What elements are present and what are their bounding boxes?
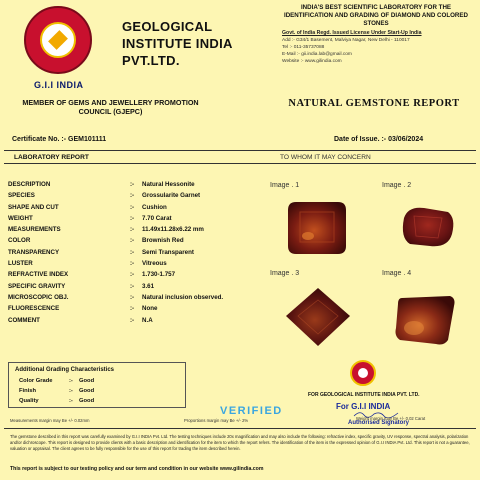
tagline: INDIA'S BEST SCIENTIFIC LABORATORY FOR THE IDENTIFICATION AND GRADING OF DIAMOND AND COLORED STONES xyxy=(283,4,468,27)
image-label-1: Image . 1 xyxy=(270,182,300,189)
gem-icon xyxy=(48,30,68,50)
signature-org: FOR GEOLOGICAL INSTITUTE INDIA PVT. LTD. xyxy=(308,392,420,398)
gem-photo-4 xyxy=(392,292,458,348)
detail-sep: :- xyxy=(130,181,135,188)
detail-key: SPECIFIC GRAVITY xyxy=(8,282,66,290)
detail-row xyxy=(8,180,268,191)
seal-center xyxy=(358,368,368,378)
detail-row xyxy=(8,203,268,214)
address-block xyxy=(282,37,478,65)
for-gii-label: For G.I.I INDIA xyxy=(336,402,391,411)
detail-value: Cushion xyxy=(142,203,167,211)
gem-photo-3 xyxy=(284,286,352,348)
detail-row xyxy=(8,259,268,270)
detail-sep: :- xyxy=(130,316,135,324)
detail-key: MEASUREMENTS xyxy=(8,226,61,234)
detail-row xyxy=(8,214,268,225)
gem-photo-2 xyxy=(398,204,456,250)
header xyxy=(0,0,480,130)
detail-sep: :- xyxy=(130,282,135,290)
detail-value: Natural Hessonite xyxy=(142,181,195,188)
certificate-bar xyxy=(0,132,480,148)
detail-key: TRANSPARENCY xyxy=(8,248,60,256)
grading-key: Color Grade xyxy=(19,378,53,384)
grading-key: Finish xyxy=(19,388,37,394)
policy-text: This report is subject to our testing policy and our term and condition in our website www.gilindia.com xyxy=(10,466,264,472)
membership-text: MEMBER OF GEMS AND JEWELLERY PROMOTION COUNCIL (GJEPC) xyxy=(22,98,199,116)
disclaimer-text: The gemstone described in this report was carefully examined by G.I.I INDIA Pvt. Ltd. The testing techniques include 20x magnification and may also include the following: refractive index, specific gravity, UV response, spectral analysis, polarization and/or dichroscope. This report is designed to provide clients with a basic description and identification for the item to which the report refers. The identification of the item is the expressed opinion of G.I.I INDIA Pvt. Ltd. This report is not a guarantee, valuation or appraisal. The client agrees to be fully responsible for the use of this report for trading the item described herein. xyxy=(10,434,470,451)
detail-sep: :- xyxy=(130,293,135,301)
detail-key: DESCRIPTION xyxy=(8,181,51,188)
detail-sep: :- xyxy=(130,226,135,234)
weight-margin: Weight margin may Be +/- 0.02 Carat xyxy=(356,416,426,421)
grading-value: Good xyxy=(79,378,95,384)
detail-value: None xyxy=(142,305,158,313)
detail-row xyxy=(8,191,268,202)
certificate-number-label: Certificate No. :- xyxy=(12,136,67,143)
website-line: Website :- www.gilindia.com xyxy=(282,59,342,64)
certificate-number-value: GEM101111 xyxy=(68,136,107,143)
detail-value: Natural inclusion observed. xyxy=(142,293,224,301)
report-title: NATURAL GEMSTONE REPORT xyxy=(288,98,460,109)
measurement-margin: Measurements margin may Be +/- 0.02mm xyxy=(10,418,90,423)
grading-sep: :- xyxy=(69,388,73,394)
detail-row xyxy=(8,316,268,327)
gii-logo xyxy=(24,6,92,74)
detail-sep: :- xyxy=(130,203,135,211)
address-line: Add :- G34/1 Basement, Malviya Nagar, New Delhi - 110017 xyxy=(282,38,410,43)
grading-value: Good xyxy=(79,398,95,404)
detail-sep: :- xyxy=(130,271,135,279)
detail-key: SPECIES xyxy=(8,192,35,200)
grading-sep: :- xyxy=(69,378,73,384)
lab-report-bar xyxy=(4,150,476,164)
grading-sep: :- xyxy=(69,398,73,404)
detail-sep: :- xyxy=(130,305,135,313)
detail-key: FLUORESCENCE xyxy=(8,305,60,313)
issue-date-label: Date of Issue. :- xyxy=(334,136,387,143)
logo-center xyxy=(40,22,76,58)
detail-value: N.A xyxy=(142,316,153,324)
detail-row xyxy=(8,293,268,304)
to-whom-label: TO WHOM IT MAY CONCERN xyxy=(280,154,371,161)
detail-key: WEIGHT xyxy=(8,214,33,222)
detail-value: 1.730-1.757 xyxy=(142,271,176,279)
issue-date xyxy=(334,136,423,143)
brand-label: G.I.I INDIA xyxy=(34,80,84,90)
phone-line: Tel :- 011-35737088 xyxy=(282,45,325,50)
image-label-4: Image . 4 xyxy=(382,270,412,277)
detail-sep: :- xyxy=(130,260,135,268)
company-name: GEOLOGICAL INSTITUTE INDIA PVT.LTD. xyxy=(122,19,233,68)
details-table xyxy=(8,180,268,327)
detail-value: 11.49x11.28x6.22 mm xyxy=(142,226,204,234)
verified-stamp: VERIFIED xyxy=(220,405,283,417)
detail-key: SHAPE AND CUT xyxy=(8,203,59,211)
email-line: E-Mail :- gii.india.lab@gmail.com xyxy=(282,52,352,57)
detail-row xyxy=(8,225,268,236)
detail-sep: :- xyxy=(130,192,135,200)
detail-row xyxy=(8,304,268,315)
grading-value: Good xyxy=(79,388,95,394)
gii-seal-icon xyxy=(350,360,376,386)
detail-value: 7.70 Carat xyxy=(142,214,172,222)
detail-value: Semi Transparent xyxy=(142,248,194,256)
detail-key: MICROSCOPIC OBJ. xyxy=(8,293,69,301)
gem-photo-1 xyxy=(286,198,348,258)
detail-row xyxy=(8,282,268,293)
divider xyxy=(4,428,476,429)
detail-value: 3.61 xyxy=(142,282,155,290)
detail-key: LUSTER xyxy=(8,260,33,268)
certificate-number xyxy=(12,136,106,143)
issue-date-value: 03/06/2024 xyxy=(388,136,424,143)
detail-sep: :- xyxy=(130,214,135,222)
lab-report-label: LABORATORY REPORT xyxy=(14,154,89,161)
detail-key: REFRACTIVE INDEX xyxy=(8,271,69,279)
detail-row xyxy=(8,248,268,259)
image-label-2: Image . 2 xyxy=(382,182,412,189)
detail-sep: :- xyxy=(130,237,135,245)
image-label-3: Image . 3 xyxy=(270,270,300,277)
detail-row xyxy=(8,270,268,281)
detail-key: COMMENT xyxy=(8,316,40,324)
detail-row xyxy=(8,236,268,247)
proportion-margin: Proportions margin may Be +/- 2% xyxy=(184,418,249,423)
govt-registration: Govt. of India Regd. Issued License Under Start-Up India xyxy=(282,30,422,36)
detail-key: COLOR xyxy=(8,237,31,245)
detail-value: Brownish Red xyxy=(142,237,184,245)
detail-sep: :- xyxy=(130,248,135,256)
detail-value: Grossularite Garnet xyxy=(142,192,201,200)
grading-box xyxy=(8,362,186,408)
authorised-signatory: Authorised Signatory xyxy=(348,420,410,426)
detail-value: Vitreous xyxy=(142,260,167,268)
grading-title: Additional Grading Characteristics xyxy=(15,367,115,373)
grading-key: Quality xyxy=(19,398,39,404)
